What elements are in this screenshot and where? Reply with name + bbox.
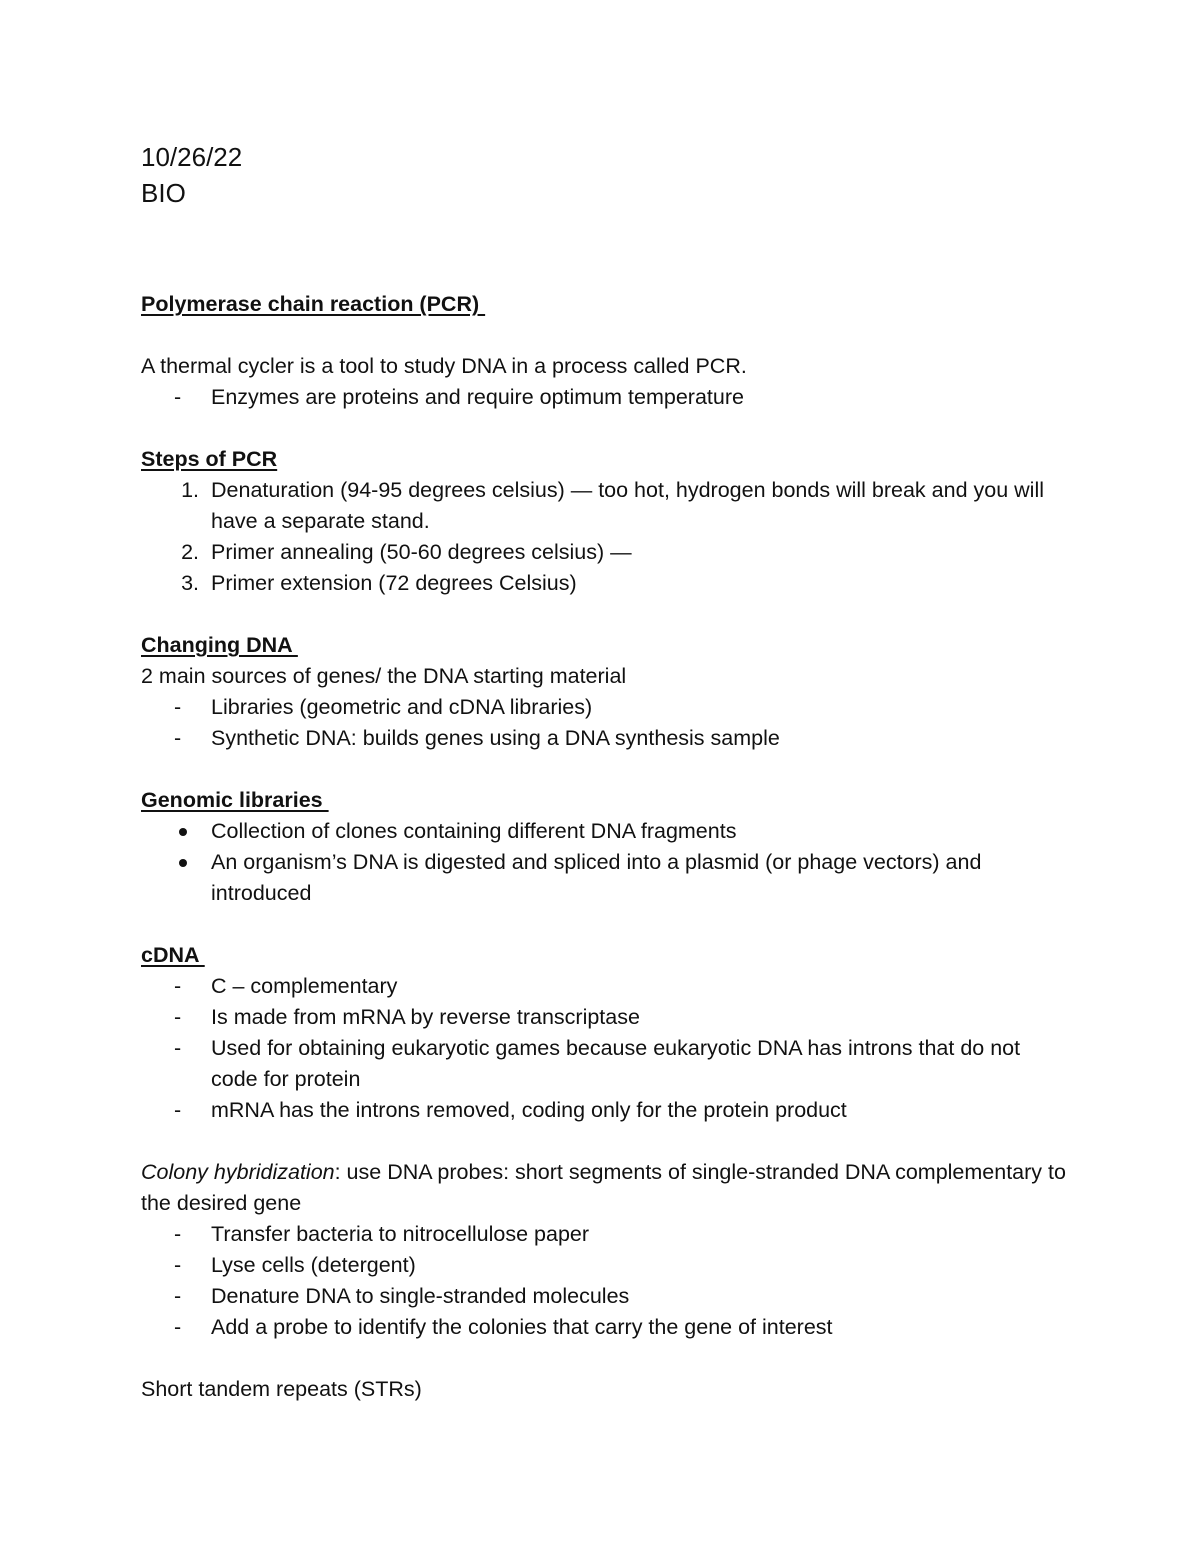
number-marker: 2. <box>181 540 199 564</box>
list-item <box>141 847 1071 909</box>
pcr-intro: A thermal cycler is a tool to study DNA in a process called PCR. <box>141 354 747 378</box>
numbered-item-1 <box>141 475 1071 537</box>
list-item-text: An organism’s DNA is digested and spliced into a plasmid (or phage vectors) and introduced <box>211 850 982 905</box>
list-item-text: Add a probe to identify the colonies that carry the gene of interest <box>211 1315 833 1339</box>
list-item-text: Collection of clones containing different DNA fragments <box>211 819 737 843</box>
dash-marker: - <box>174 1036 182 1060</box>
list-item <box>141 1219 1071 1250</box>
bullet-icon <box>179 828 187 836</box>
list-item <box>141 723 1071 754</box>
changing-dna-heading: Changing DNA <box>141 633 298 657</box>
list-item-text: Primer annealing (50-60 degrees celsius) — <box>211 540 632 564</box>
list-item-text: mRNA has the introns removed, coding only for the protein product <box>211 1098 847 1122</box>
pcr-heading: Polymerase chain reaction (PCR) <box>141 292 486 316</box>
list-item <box>141 1281 1071 1312</box>
list-item-text: Denature DNA to single-stranded molecules <box>211 1284 630 1308</box>
date-line: 10/26/22 <box>141 142 243 172</box>
colony-text: : use DNA probes: short segments of single-stranded DNA complementary to the desired gene <box>141 1160 1066 1215</box>
list-item <box>141 1002 1071 1033</box>
list-item <box>141 816 1071 847</box>
list-item-text: Synthetic DNA: builds genes using a DNA synthesis sample <box>211 726 780 750</box>
list-item-text: C – complementary <box>211 974 398 998</box>
list-item-text: Libraries (geometric and cDNA libraries) <box>211 695 593 719</box>
genomic-libraries-heading: Genomic libraries <box>141 788 329 812</box>
bullet-icon <box>179 859 187 867</box>
list-item <box>141 1033 1071 1095</box>
list-item-text: Enzymes are proteins and require optimum temperature <box>211 385 744 409</box>
dash-marker: - <box>174 1222 182 1246</box>
number-marker: 3. <box>181 571 199 595</box>
changing-intro: 2 main sources of genes/ the DNA starting material <box>141 664 627 688</box>
list-item <box>141 971 1071 1002</box>
list-item-text: Transfer bacteria to nitrocellulose paper <box>211 1222 590 1246</box>
dash-marker: - <box>174 385 182 409</box>
subject-line: BIO <box>141 178 186 208</box>
list-item <box>141 1250 1071 1281</box>
dash-marker: - <box>174 695 182 719</box>
steps-heading: Steps of PCR <box>141 447 278 471</box>
list-item-text: Primer extension (72 degrees Celsius) <box>211 571 577 595</box>
list-item <box>141 1095 1071 1126</box>
cdna-heading: cDNA <box>141 943 205 967</box>
dash-marker: - <box>174 1315 182 1339</box>
dash-marker: - <box>174 1005 182 1029</box>
dash-marker: - <box>174 1098 182 1122</box>
dash-marker: - <box>174 974 182 998</box>
list-item <box>141 382 1071 413</box>
document-page <box>141 0 1071 1405</box>
numbered-item-2 <box>141 537 1071 568</box>
colony-hybridization-paragraph <box>141 1157 1071 1219</box>
list-item-text: Used for obtaining eukaryotic games because eukaryotic DNA has introns that do not code for protein <box>211 1036 1021 1091</box>
numbered-item-3 <box>141 568 1071 599</box>
dash-marker: - <box>174 726 182 750</box>
list-item <box>141 1312 1071 1343</box>
number-marker: 1. <box>181 478 199 502</box>
list-item-text: Denaturation (94-95 degrees celsius) — too hot, hydrogen bonds will break and you will have a separate stand. <box>211 478 1044 533</box>
list-item <box>141 692 1071 723</box>
list-item-text: Is made from mRNA by reverse transcriptase <box>211 1005 640 1029</box>
str-paragraph: Short tandem repeats (STRs) <box>141 1377 422 1401</box>
dash-marker: - <box>174 1284 182 1308</box>
dash-marker: - <box>174 1253 182 1277</box>
colony-term: Colony hybridization <box>141 1160 335 1184</box>
list-item-text: Lyse cells (detergent) <box>211 1253 416 1277</box>
